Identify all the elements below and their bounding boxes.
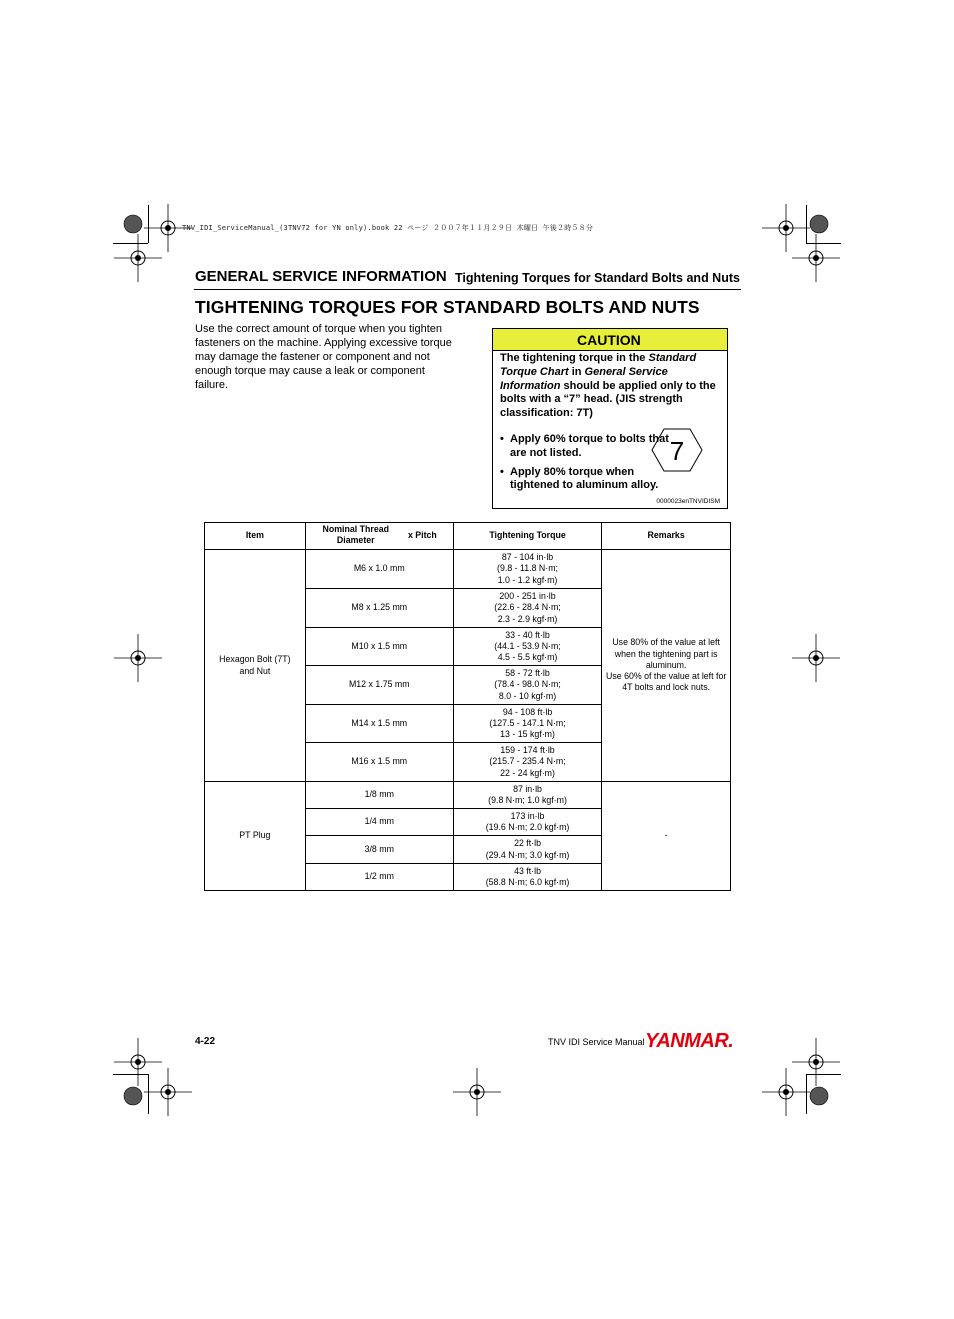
- torque-cell: 87 in·lb (9.8 N·m; 1.0 kgf·m): [453, 782, 601, 809]
- manual-title: TNV IDI Service Manual: [548, 1037, 645, 1047]
- color-patch-icon: [123, 1086, 143, 1106]
- caution-box: [492, 328, 728, 509]
- subsection-header: Tightening Torques for Standard Bolts and Nuts: [455, 271, 740, 285]
- color-patch-icon: [123, 214, 143, 234]
- size-cell: M6 x 1.0 mm: [305, 550, 453, 589]
- yanmar-logo: YANMAR.: [645, 1030, 734, 1052]
- registration-mark-icon: [792, 634, 840, 682]
- size-cell: 1/2 mm: [305, 864, 453, 891]
- size-cell: 3/8 mm: [305, 836, 453, 864]
- section-header: GENERAL SERVICE INFORMATION: [195, 268, 447, 285]
- torque-table: [204, 522, 731, 891]
- remarks-cell: -: [602, 782, 731, 891]
- caution-bullet: • Apply 80% torque when tightened to aluminum alloy.: [500, 465, 659, 492]
- table-header-row: [205, 523, 731, 550]
- caution-label: CAUTION: [493, 329, 727, 351]
- color-patch-icon: [809, 214, 829, 234]
- torque-cell: 87 - 104 in·lb (9.8 - 11.8 N·m; 1.0 - 1.2 kgf·m): [453, 550, 601, 589]
- torque-cell: 159 - 174 ft·lb (215.7 - 235.4 N·m; 22 - 24 kgf·m): [453, 743, 601, 782]
- col-item: Item: [205, 523, 306, 550]
- torque-cell: 22 ft·lb (29.4 N·m; 3.0 kgf·m): [453, 836, 601, 864]
- file-info-line: TNV_IDI_ServiceManual_(3TNV72 for YN only).book 22 ページ ２００７年１１月２９日 木曜日 午後２時５８分: [182, 224, 594, 232]
- col-remarks: Remarks: [602, 523, 731, 550]
- torque-cell: 58 - 72 ft·lb (78.4 - 98.0 N·m; 8.0 - 10 kgf·m): [453, 666, 601, 705]
- torque-cell: 33 - 40 ft·lb (44.1 - 53.9 N·m; 4.5 - 5.5 kgf·m): [453, 628, 601, 666]
- hex-bolt-7-icon: [651, 427, 703, 473]
- size-cell: M14 x 1.5 mm: [305, 705, 453, 743]
- registration-mark-icon: [114, 634, 162, 682]
- registration-mark-icon: [453, 1068, 501, 1116]
- trim-line: [806, 1074, 807, 1114]
- trim-line: [148, 205, 149, 243]
- intro-paragraph: Use the correct amount of torque when you tighten fasteners on the machine. Applying excessive torque may damage the fastener or component and not enough torque may cause a leak or component failure.: [195, 323, 452, 391]
- torque-cell: 94 - 108 ft·lb (127.5 - 147.1 N·m; 13 - 15 kgf·m): [453, 705, 601, 743]
- torque-cell: 173 in·lb (19.6 N·m; 2.0 kgf·m): [453, 809, 601, 836]
- size-cell: M16 x 1.5 mm: [305, 743, 453, 782]
- caution-code: 0000023enTNVIDISM: [656, 498, 720, 505]
- hex-label: 7: [669, 436, 685, 466]
- col-nominal: Nominal Thread Diameter x Pitch: [305, 523, 453, 550]
- registration-mark-icon: [144, 1068, 192, 1116]
- size-cell: 1/8 mm: [305, 782, 453, 809]
- trim-line: [806, 1074, 841, 1075]
- size-cell: 1/4 mm: [305, 809, 453, 836]
- table-row: [205, 550, 731, 589]
- remarks-cell: Use 80% of the value at left when the tightening part is aluminum. Use 60% of the value at left for 4T bolts and lock nuts.: [602, 550, 731, 782]
- size-cell: M12 x 1.75 mm: [305, 666, 453, 705]
- trim-line: [113, 243, 148, 244]
- trim-line: [148, 1074, 149, 1114]
- registration-mark-icon: [792, 234, 840, 282]
- item-cell: Hexagon Bolt (7T) and Nut: [205, 550, 306, 782]
- trim-line: [806, 205, 807, 243]
- size-cell: M10 x 1.5 mm: [305, 628, 453, 666]
- col-torque: Tightening Torque: [453, 523, 601, 550]
- page-title: TIGHTENING TORQUES FOR STANDARD BOLTS AND NUTS: [195, 297, 700, 317]
- page-number: 4-22: [195, 1036, 216, 1047]
- item-cell: PT Plug: [205, 782, 306, 891]
- torque-cell: 200 - 251 in·lb (22.6 - 28.4 N·m; 2.3 - 2.9 kgf·m): [453, 589, 601, 628]
- color-patch-icon: [809, 1086, 829, 1106]
- trim-line: [806, 243, 841, 244]
- size-cell: M8 x 1.25 mm: [305, 589, 453, 628]
- torque-cell: 43 ft·lb (58.8 N·m; 6.0 kgf·m): [453, 864, 601, 891]
- table-row: [205, 782, 731, 809]
- registration-mark-icon: [762, 1068, 810, 1116]
- header-rule: [194, 289, 741, 290]
- caution-text: The tightening torque in the Standard Torque Chart in General Service Information should be applied only to the bolts with a “7” head. (JIS strength classification: 7T): [500, 352, 716, 420]
- caution-list: [500, 433, 670, 498]
- registration-mark-icon: [114, 234, 162, 282]
- caution-bullet: • Apply 60% torque to bolts that are not listed.: [500, 433, 669, 459]
- trim-line: [113, 1074, 148, 1075]
